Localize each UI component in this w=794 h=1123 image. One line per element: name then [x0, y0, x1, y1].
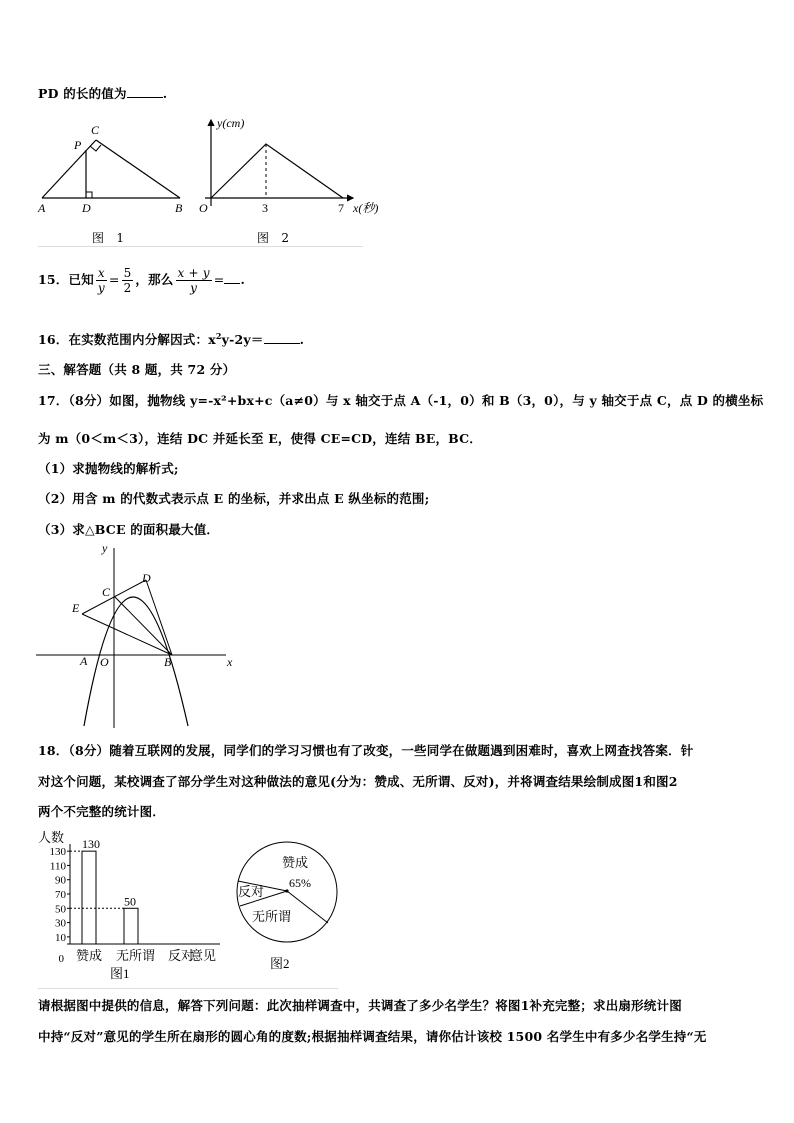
q17-sub3: （3）求△BCE 的面积最大值． [38, 522, 220, 537]
segment-db [146, 580, 172, 655]
label-b: B [175, 201, 183, 215]
pie-label-fandui: 反对 [238, 884, 265, 899]
pie-label-zancheng: 赞成 [282, 855, 309, 870]
figure-divider [38, 246, 363, 247]
q17-line1: 17．（8分）如图，抛物线 y=-x²+bx+c（a≠0）与 x 轴交于点 A（-1，0）和 B（3，0），与 y 轴交于点 C，点 D 的横坐标 [38, 393, 764, 408]
bar-category-label-2: 反对 [168, 948, 195, 963]
q18-ask2: 中持“反对”意见的学生所在扇形的圆心角的度数;根据抽样调查结果，请你估计该校 1500 名学生中有多少名学生持“无 [38, 1029, 707, 1044]
fraction-5-over-2: $\frac{5}{2}$ [123, 266, 132, 295]
label-d: D [82, 201, 91, 215]
pie-chart-figure-2 [232, 830, 342, 988]
q18-line1: 18．（8分）随着互联网的发展，同学们的学习习惯也有了改变，一些同学在做题遇到困难时，喜欢上网查找答案．针 [38, 743, 694, 758]
segment-cb [114, 596, 172, 655]
label-p: P [74, 138, 82, 152]
figure-1-triangle [30, 118, 200, 218]
question-15: 15．已知 $\frac{x}{y}$ = $\frac{5}{2}$ ，那么 $\frac{x + y}{y}$ = . [38, 266, 245, 295]
label-a: A [38, 201, 46, 215]
q14-tail: PD 的长的值为 . [38, 86, 168, 101]
e-label: E [72, 601, 80, 615]
c-label: C [102, 585, 111, 599]
fraction-xy-over-y: $\frac{x + y}{y}$ [177, 266, 210, 295]
segment-cb [96, 140, 180, 198]
bar-category-label-1: 无所谓 [116, 948, 156, 963]
q17-parabola-figure [34, 538, 244, 730]
pie-label-65: 65% [289, 876, 311, 890]
bar-ytick-label: 110 [49, 860, 66, 873]
answer-blank [264, 331, 300, 344]
figure-1-caption: 图 1 [92, 231, 125, 245]
x-label: x [227, 655, 233, 669]
figure-2-caption: 图 2 [257, 231, 290, 245]
right-angle-c [90, 145, 101, 151]
q18-line3: 两个不完整的统计图． [38, 804, 166, 819]
answer-blank [224, 271, 240, 284]
pie-chart-title: 图2 [270, 956, 290, 971]
bar-chart-figure-1 [34, 826, 234, 988]
bar-data-label-1: 50 [124, 894, 136, 909]
bar-ytick-label: 10 [55, 931, 66, 944]
section-3-title: 三、解答题（共 8 题，共 72 分） [38, 362, 236, 377]
bar-ytick-label: 0 [58, 953, 64, 965]
question-16: 16．在实数范围内分解因式：$x^2y-2y=$ . [38, 330, 305, 347]
bar-ytick-label: 130 [49, 846, 66, 859]
label-c: C [91, 123, 100, 137]
y-label: y [102, 541, 108, 555]
bar-chart-title: 图1 [110, 966, 130, 981]
origin-label: O [199, 201, 208, 215]
fraction-x-over-y: $\frac{x}{y}$ [97, 266, 105, 295]
bar-chart-ylabel: 人数 [38, 830, 65, 845]
tick-7: 7 [338, 201, 344, 215]
bar-ytick-label: 90 [55, 874, 66, 887]
b-label: B [164, 655, 172, 669]
graph-line [211, 144, 343, 198]
tick-3: 3 [262, 201, 268, 215]
q18-line2: 对这个问题，某校调查了部分学生对这种做法的意见(分为：赞成、无所谓、反对)，并将调查结果绘制成图1和图2 [38, 774, 678, 789]
bar-ytick-label: 50 [55, 903, 66, 916]
bar-ytick-label: 30 [55, 917, 66, 930]
d-label: D [142, 571, 151, 585]
answer-blank [127, 85, 163, 98]
bar-data-label-0: 130 [82, 837, 100, 852]
bar-chart-xlabel: 意见 [190, 948, 217, 963]
pie-label-wusuowei: 无所谓 [252, 909, 292, 924]
bar-1 [124, 908, 138, 944]
a-label: A [80, 654, 88, 668]
o-label: O [100, 655, 109, 669]
pie-divider-2 [287, 891, 328, 923]
q17-line2: 为 m（0＜m＜3），连结 DC 并延长至 E，使得 CE=CD，连结 BE，BC． [38, 431, 483, 446]
q17-sub1: （1）求抛物线的解析式; [38, 461, 179, 476]
bar-0 [82, 851, 96, 944]
right-angle-d [86, 192, 92, 198]
q17-sub2: （2）用含 m 的代数式表示点 E 的坐标，并求出点 E 纵坐标的范围; [38, 491, 430, 506]
figure-2-graph [195, 114, 395, 220]
y-axis-label: y(cm) [217, 116, 245, 130]
x-axis-label: x(秒) [353, 201, 379, 215]
segment-ac [42, 140, 96, 198]
chart-divider [38, 988, 338, 989]
bar-ytick-label: 70 [55, 889, 66, 901]
q18-ask1: 请根据图中提供的信息，解答下列问题：此次抽样调查中，共调查了多少名学生？将图1补充完整；求出扇形统计图 [38, 998, 682, 1013]
segment-eb [82, 614, 172, 655]
bar-category-label-0: 赞成 [76, 948, 103, 963]
